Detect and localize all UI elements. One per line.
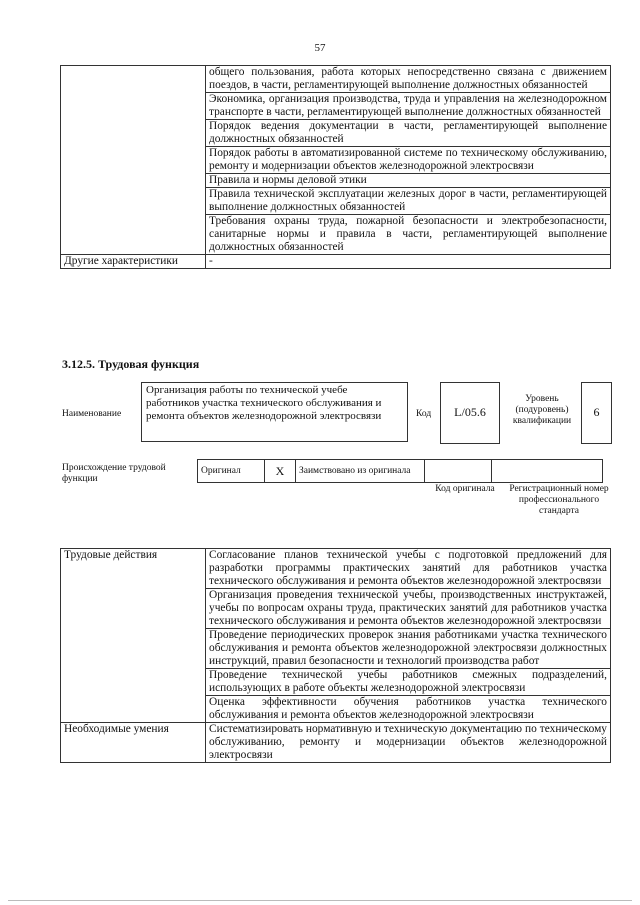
table-cell-right: Правила технической эксплуатации железных дорог в части, регламентирующей выполнение должностных обязанностей — [206, 188, 611, 215]
function-name-box: Организация работы по технической учебе работников участка технического обслуживания и ремонта объектов железнодорожной электросвязи — [141, 382, 408, 442]
table-cell-right: общего пользования, работа которых непосредственно связана с движением поездов, в части, регламентирующей выполнение должностных обязанностей — [206, 66, 611, 93]
code-original-cell — [425, 460, 492, 483]
knowledge-table — [60, 65, 611, 269]
table-cell-right: Экономика, организация производства, труда и управления на железнодорожном транспорте в части, регламентирующей выполнение должностных обязанностей — [206, 93, 611, 120]
name-label: Наименование — [62, 409, 122, 419]
origin-label: Происхождение трудовой функции — [62, 463, 166, 484]
reg-number-cell — [492, 460, 603, 483]
code-label: Код — [416, 409, 432, 419]
other-characteristics-label: Другие характеристики — [61, 255, 206, 269]
table-cell-right: Организация проведения технической учебы, производственных инструктажей, учебы по вопросам охраны труда, практических занятий для работников участка технического обслуживания и ремонта объектов железнодорожной электросвязи — [206, 589, 611, 629]
function-code-box: L/05.6 — [440, 382, 500, 444]
reg-number-caption: Регистрационный номер профессионального стандарта — [509, 484, 609, 516]
table-cell-right: Систематизировать нормативную и техническую документацию по техническому обслуживанию, ремонту и модернизации объектов железнодорожной электросвязи — [206, 723, 611, 763]
original-mark: X — [265, 460, 296, 483]
group-label: Трудовые действия — [61, 549, 206, 723]
table-cell-left — [61, 66, 206, 255]
table-cell-right: Требования охраны труда, пожарной безопасности и электробезопасности, санитарные нормы и правила в части, регламентирующей выполнение должностных обязанностей — [206, 215, 611, 255]
table-row — [61, 66, 611, 93]
origin-table — [197, 459, 603, 483]
table-cell-right: Проведение технической учебы работников смежных подразделений, использующих в работе объекты железнодорожной электросвязи — [206, 669, 611, 696]
qualification-level-box: 6 — [581, 382, 612, 444]
table-row — [61, 723, 611, 763]
borrowed-label: Заимствовано из оригинала — [296, 460, 425, 483]
section-title: 3.12.5. Трудовая функция — [62, 357, 200, 371]
table-cell-right: Правила и нормы деловой этики — [206, 174, 611, 188]
page-bottom-divider — [8, 900, 632, 901]
table-row — [61, 549, 611, 589]
table-cell-right: Порядок ведения документации в части, регламентирующей выполнение должностных обязанностей — [206, 120, 611, 147]
page-number: 57 — [314, 42, 326, 54]
level-label: Уровень (подуровень) квалификации — [512, 394, 572, 426]
original-label: Оригинал — [198, 460, 265, 483]
table-cell-right: Согласование планов технической учебы с подготовкой предложений для разработки программы практических занятий для работников участка технического обслуживания и ремонта объектов железнодорожной электросвязи — [206, 549, 611, 589]
table-cell-right: Проведение периодических проверок знания работниками участка технического обслуживания и ремонта объектов железнодорожной электросвязи должностных инструкций, правил безопасности и технологий производства работ — [206, 629, 611, 669]
table-cell-right: Оценка эффективности обучения работников участка технического обслуживания и ремонта объектов железнодорожной электросвязи — [206, 696, 611, 723]
group-label: Необходимые умения — [61, 723, 206, 763]
table-cell-right: Порядок работы в автоматизированной системе по техническому обслуживанию, ремонту и модернизации объектов железнодорожной электросвязи — [206, 147, 611, 174]
table-row — [61, 255, 611, 269]
labor-actions-table — [60, 548, 611, 763]
other-characteristics-value: - — [206, 255, 611, 269]
code-original-caption: Код оригинала — [435, 484, 495, 494]
